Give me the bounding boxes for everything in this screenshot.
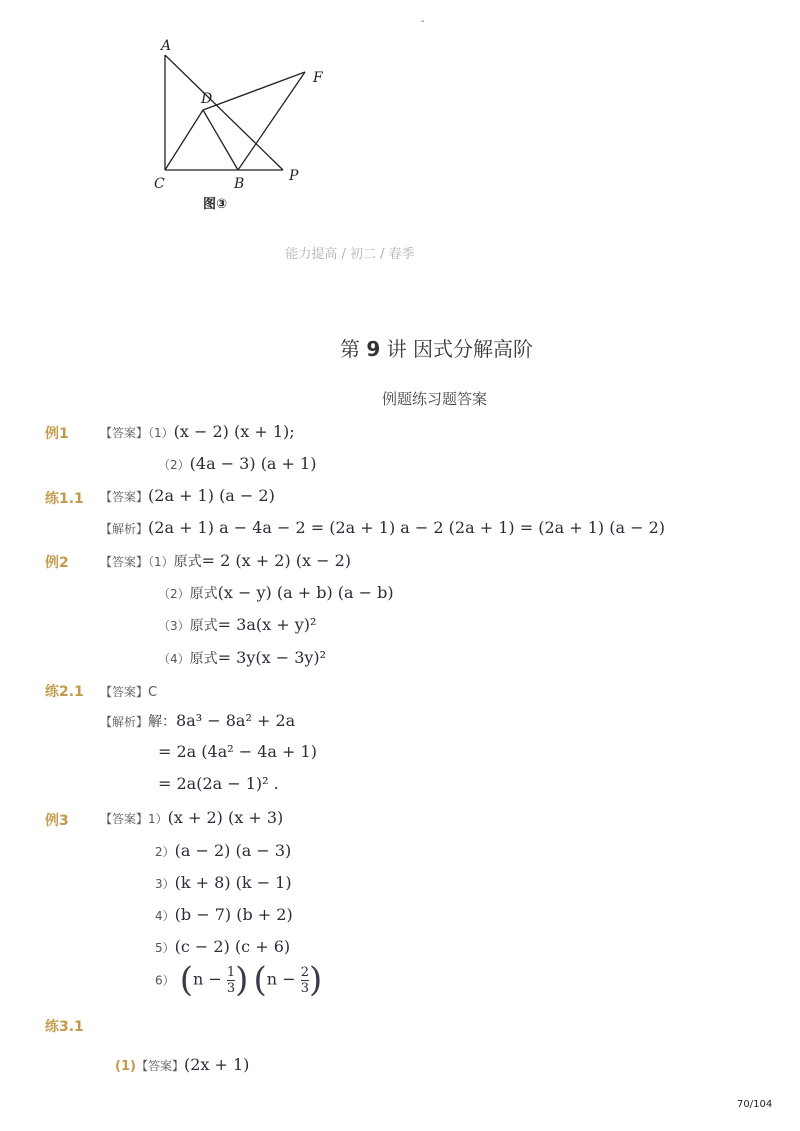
- term-n: n −: [193, 969, 222, 989]
- answer-tag: 【答案】: [100, 812, 149, 826]
- segment-fb: [238, 72, 305, 170]
- right-paren: ): [308, 960, 323, 1000]
- example-1-answer: [100, 422, 295, 441]
- example-3-item-3: [155, 873, 292, 892]
- practice-2-1-step-3: = 2a(2a − 1)² .: [158, 774, 279, 793]
- segment-ap: [165, 55, 283, 170]
- item-number: 4）: [155, 909, 175, 923]
- practice-2-1-step-2: = 2a (4a² − 4a + 1): [158, 742, 317, 761]
- item-number: （4）: [158, 652, 190, 666]
- title-number: 9: [366, 337, 381, 361]
- example-2-item-2: [158, 583, 394, 603]
- example-3-item-4: [155, 905, 293, 924]
- answer-math: (c − 2) (c + 6): [174, 937, 291, 956]
- page-title: [340, 333, 533, 362]
- label-b: B: [234, 176, 245, 192]
- practice-1-1-label: 练1.1: [45, 491, 84, 507]
- practice-3-1-label: 练3.1: [45, 1019, 84, 1035]
- answer-tag: 【答案】: [100, 555, 149, 569]
- answer-math: (b − 7) (b + 2): [174, 905, 293, 924]
- answer-tag: 【答案】: [100, 490, 149, 504]
- title-suffix: 讲 因式分解高阶: [386, 337, 533, 361]
- answer-math: (4a − 3) (a + 1): [189, 454, 317, 473]
- answer-choice: C: [148, 685, 158, 700]
- example-3-item-6: [155, 960, 322, 1000]
- sub-number: (1): [115, 1059, 136, 1074]
- figure-caption: 图③: [203, 197, 228, 212]
- answer-tag: 【答案】: [100, 685, 149, 699]
- label-d: D: [201, 91, 213, 107]
- example-1-label: 例1: [45, 426, 69, 442]
- item-number: （2）: [158, 458, 190, 472]
- answer-math: (2x + 1): [183, 1055, 250, 1074]
- example-2-label: 例2: [45, 555, 69, 571]
- segment-df: [203, 72, 305, 110]
- answer-math: (x − y) (a + b) (a − b): [217, 583, 394, 602]
- item-number: 1）: [148, 812, 168, 826]
- answer-tag: 【答案】: [135, 1059, 184, 1073]
- fraction-two-thirds: $\frac{2}{3}$: [300, 964, 309, 996]
- segment-db: [203, 110, 238, 170]
- example-3-item-2: [155, 841, 291, 860]
- example-2-answer: [100, 551, 351, 571]
- answer-math: (2a + 1) (a − 2): [148, 486, 275, 505]
- geometry-figure: [140, 30, 340, 220]
- item-number: （1）: [148, 555, 174, 569]
- item-number: （3）: [158, 619, 190, 633]
- answer-math: (x + 2) (x + 3): [167, 808, 284, 827]
- practice-1-1-answer: [100, 486, 275, 505]
- analysis-tag: 【解析】: [100, 522, 149, 536]
- example-3-answer: [100, 808, 283, 827]
- answer-tag: 【答案】: [100, 426, 149, 440]
- item-number: 3）: [155, 877, 175, 891]
- left-paren: (: [179, 960, 193, 1000]
- top-mark: -: [421, 16, 425, 27]
- practice-3-1-answer: [115, 1055, 249, 1074]
- segment-cd: [165, 110, 203, 170]
- answer-math: = 2 (x + 2) (x − 2): [201, 551, 352, 570]
- term-n: n −: [266, 969, 296, 989]
- right-paren: ): [235, 960, 249, 1000]
- answer-math: (k + 8) (k − 1): [174, 873, 292, 892]
- item-prefix: 原式: [189, 586, 218, 602]
- fraction-one-third: $\frac{1}{3}$: [226, 964, 236, 996]
- label-f: F: [313, 70, 323, 86]
- practice-2-1-answer: [100, 681, 157, 700]
- left-paren: (: [253, 960, 267, 1000]
- analysis-math: (2a + 1) a − 4a − 2 = (2a + 1) a − 2 (2a + 1) = (2a + 1) (a − 2): [148, 518, 666, 537]
- answer-math: (a − 2) (a − 3): [174, 841, 292, 860]
- practice-2-1-label: 练2.1: [45, 684, 84, 700]
- answer-math: = 3a(x + y)²: [217, 615, 317, 634]
- item-prefix: 原式: [173, 554, 202, 570]
- item-number: （1）: [148, 426, 174, 440]
- answer-math: (x − 2) (x + 1);: [173, 422, 295, 441]
- example-2-item-3: [158, 615, 316, 635]
- item-number: 2）: [155, 845, 175, 859]
- title-prefix: 第: [340, 337, 360, 361]
- item-prefix: 原式: [189, 651, 218, 667]
- answer-math: = 3y(x − 3y)²: [217, 648, 327, 667]
- item-number: 5）: [155, 941, 175, 955]
- example-2-item-4: [158, 648, 326, 668]
- item-prefix: 原式: [189, 618, 218, 634]
- analysis-prefix: 解：: [148, 714, 177, 730]
- label-a: A: [161, 38, 172, 54]
- triangle-diagram: [140, 30, 340, 220]
- analysis-tag: 【解析】: [100, 715, 149, 729]
- item-number: （2）: [158, 587, 190, 601]
- practice-2-1-analysis: [100, 711, 295, 731]
- label-p: P: [289, 168, 299, 184]
- page-subtitle: 例题练习题答案: [382, 390, 488, 408]
- example-3-label: 例3: [45, 813, 69, 829]
- practice-1-1-analysis: [100, 518, 665, 537]
- item-number: 6）: [155, 973, 175, 988]
- example-3-item-5: [155, 937, 290, 956]
- example-1-answer-2: [158, 454, 316, 473]
- breadcrumb: 能力提高 / 初二 / 春季: [285, 247, 415, 262]
- analysis-math: 8a³ − 8a² + 2a: [176, 711, 296, 730]
- label-c: C: [154, 176, 165, 192]
- page-number: 70/104: [737, 1099, 773, 1110]
